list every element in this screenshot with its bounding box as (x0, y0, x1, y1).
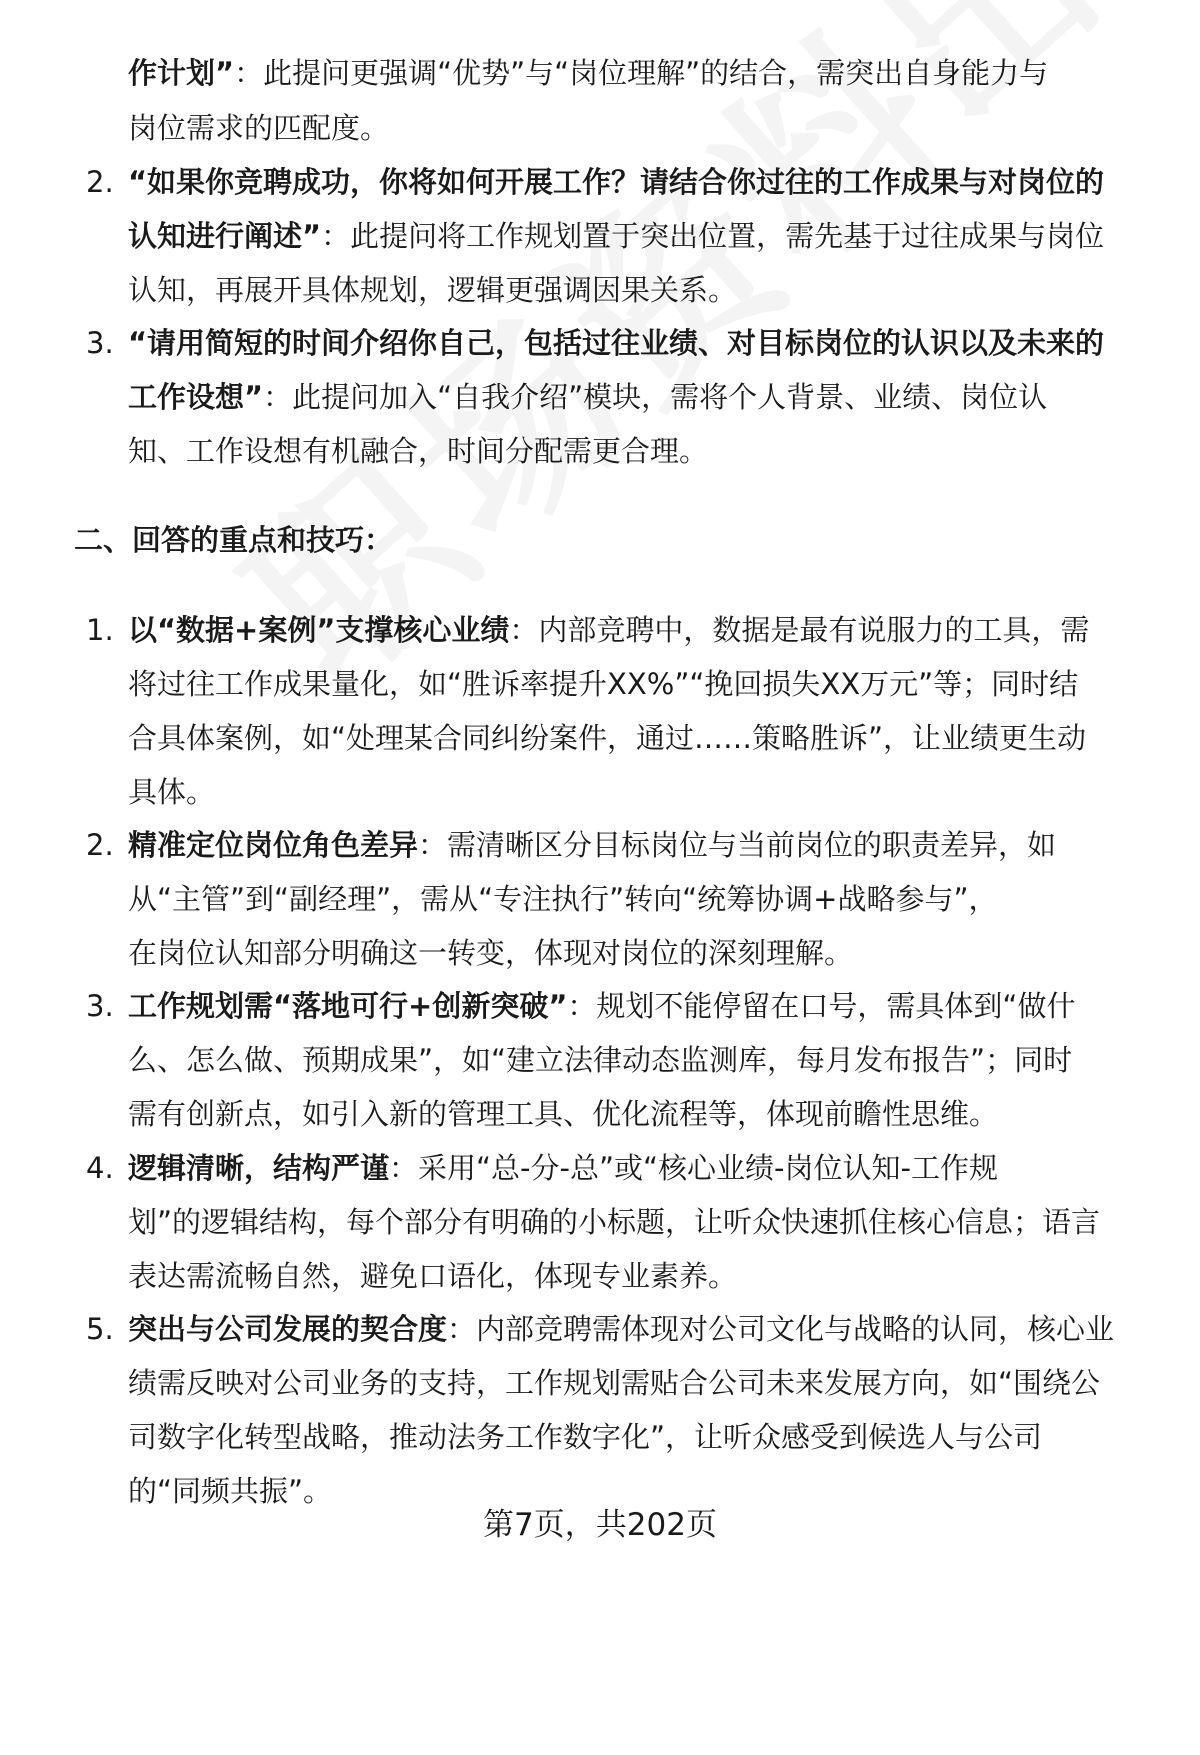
section-heading: 二、回答的重点和技巧： (74, 523, 394, 557)
intro-item-3-text: ：此提问加入“自我介绍”模块，需将个人背景、业绩、岗位认 (263, 380, 1048, 414)
intro-item-3-bold-1: “请用简短的时间介绍你自己，包括过往业绩、对目标岗位的认识以及未来的 (128, 326, 1105, 360)
tip-3-number: 3. (86, 989, 114, 1023)
intro-item-2-line-2 (128, 206, 1104, 266)
intro-item-2-bold-1: “如果你竞聘成功，你将如何开展工作？请结合你过往的工作成果与对岗位的 (128, 165, 1105, 199)
tip-4-text: ：采用“总-分-总”或“核心业绩-岗位认知-工作规 (389, 1151, 998, 1185)
intro-item-1-line-1 (128, 43, 1048, 103)
tip-1-line-3: 合具体案例，如“处理某合同纠纷案件，通过……策略胜诉”，让业绩更生动 (128, 721, 1087, 755)
intro-item-2-text: ：此提问将工作规划置于突出位置，需先基于过往成果与岗位 (321, 219, 1105, 253)
page-number-footer: 第7页，共202页 (483, 1507, 717, 1543)
tip-2-title: 精准定位岗位角色差异 (128, 828, 419, 862)
tip-5-line-2: 绩需反映对公司业务的支持，工作规划需贴合公司未来发展方向，如“围绕公 (128, 1366, 1101, 1400)
tip-2-number: 2. (86, 828, 114, 862)
tip-4-title: 逻辑清晰，结构严谨 (128, 1151, 390, 1185)
tip-5-line-3: 司数字化转型战略，推动法务工作数字化”，让听众感受到候选人与公司 (128, 1420, 1043, 1454)
intro-item-1-line-2: 岗位需求的匹配度。 (128, 111, 390, 145)
tip-5-line-4: 的“同频共振”。 (128, 1474, 333, 1508)
intro-item-3-number: 3. (86, 326, 114, 360)
tip-4-number: 4. (86, 1151, 114, 1185)
tip-4-line-3: 表达需流畅自然，避免口语化，体现专业素养。 (128, 1259, 738, 1293)
intro-item-1-bold: 作计划” (128, 56, 235, 90)
intro-item-3-line-3: 知、工作设想有机融合，时间分配需更合理。 (128, 434, 709, 468)
tip-1-line-1 (128, 600, 1089, 660)
tip-2-text: ：需清晰区分目标岗位与当前岗位的职责差异，如 (418, 828, 1057, 862)
tip-3-line-3: 需有创新点，如引入新的管理工具、优化流程等，体现前瞻性思维。 (128, 1097, 999, 1131)
tip-1-line-4: 具体。 (128, 775, 216, 809)
tip-3-text: ：规划不能停留在口号，需具体到“做什 (567, 989, 1076, 1023)
tip-4-line-1 (128, 1138, 998, 1198)
intro-item-3-line-2 (128, 367, 1047, 427)
intro-item-2-bold-2: 认知进行阐述” (128, 219, 322, 253)
intro-item-2-line-1 (128, 152, 1104, 212)
tip-3-title: 工作规划需“落地可行+创新突破” (128, 989, 568, 1023)
tip-3-line-2: 么、怎么做、预期成果”，如“建立法律动态监测库，每月发布报告”；同时 (128, 1043, 1073, 1077)
intro-item-3-line-1 (128, 313, 1104, 373)
tip-1-title: 以“数据+案例”支撑核心业绩 (128, 613, 510, 647)
tip-2-line-2: 从“主管”到“副经理”，需从“专注执行”转向“统筹协调+战略参与”， (128, 882, 998, 916)
tip-1-line-2: 将过往工作成果量化，如“胜诉率提升XX%”“挽回损失XX万元”等；同时结 (128, 667, 1079, 701)
tip-5-title: 突出与公司发展的契合度 (128, 1312, 448, 1346)
intro-item-2-line-3: 认知，再展开具体规划，逻辑更强调因果关系。 (128, 273, 738, 307)
tip-1-number: 1. (86, 613, 114, 647)
tip-5-line-1 (128, 1299, 1114, 1359)
intro-item-3-bold-2: 工作设想” (128, 380, 264, 414)
tip-2-line-1 (128, 815, 1056, 875)
tip-5-text: ：内部竞聘需体现对公司文化与战略的认同，核心业 (447, 1312, 1115, 1346)
tip-5-number: 5. (86, 1312, 114, 1346)
tip-4-line-2: 划”的逻辑结构，每个部分有明确的小标题，让听众快速抓住核心信息；语言 (128, 1205, 1101, 1239)
intro-item-1-text: ：此提问更强调“优势”与“岗位理解”的结合，需突出自身能力与 (234, 56, 1049, 90)
intro-item-2-number: 2. (86, 165, 114, 199)
tip-2-line-3: 在岗位认知部分明确这一转变，体现对岗位的深刻理解。 (128, 936, 854, 970)
tip-1-text: ：内部竞聘中，数据是最有说服力的工具，需 (509, 613, 1090, 647)
tip-3-line-1 (128, 976, 1075, 1036)
